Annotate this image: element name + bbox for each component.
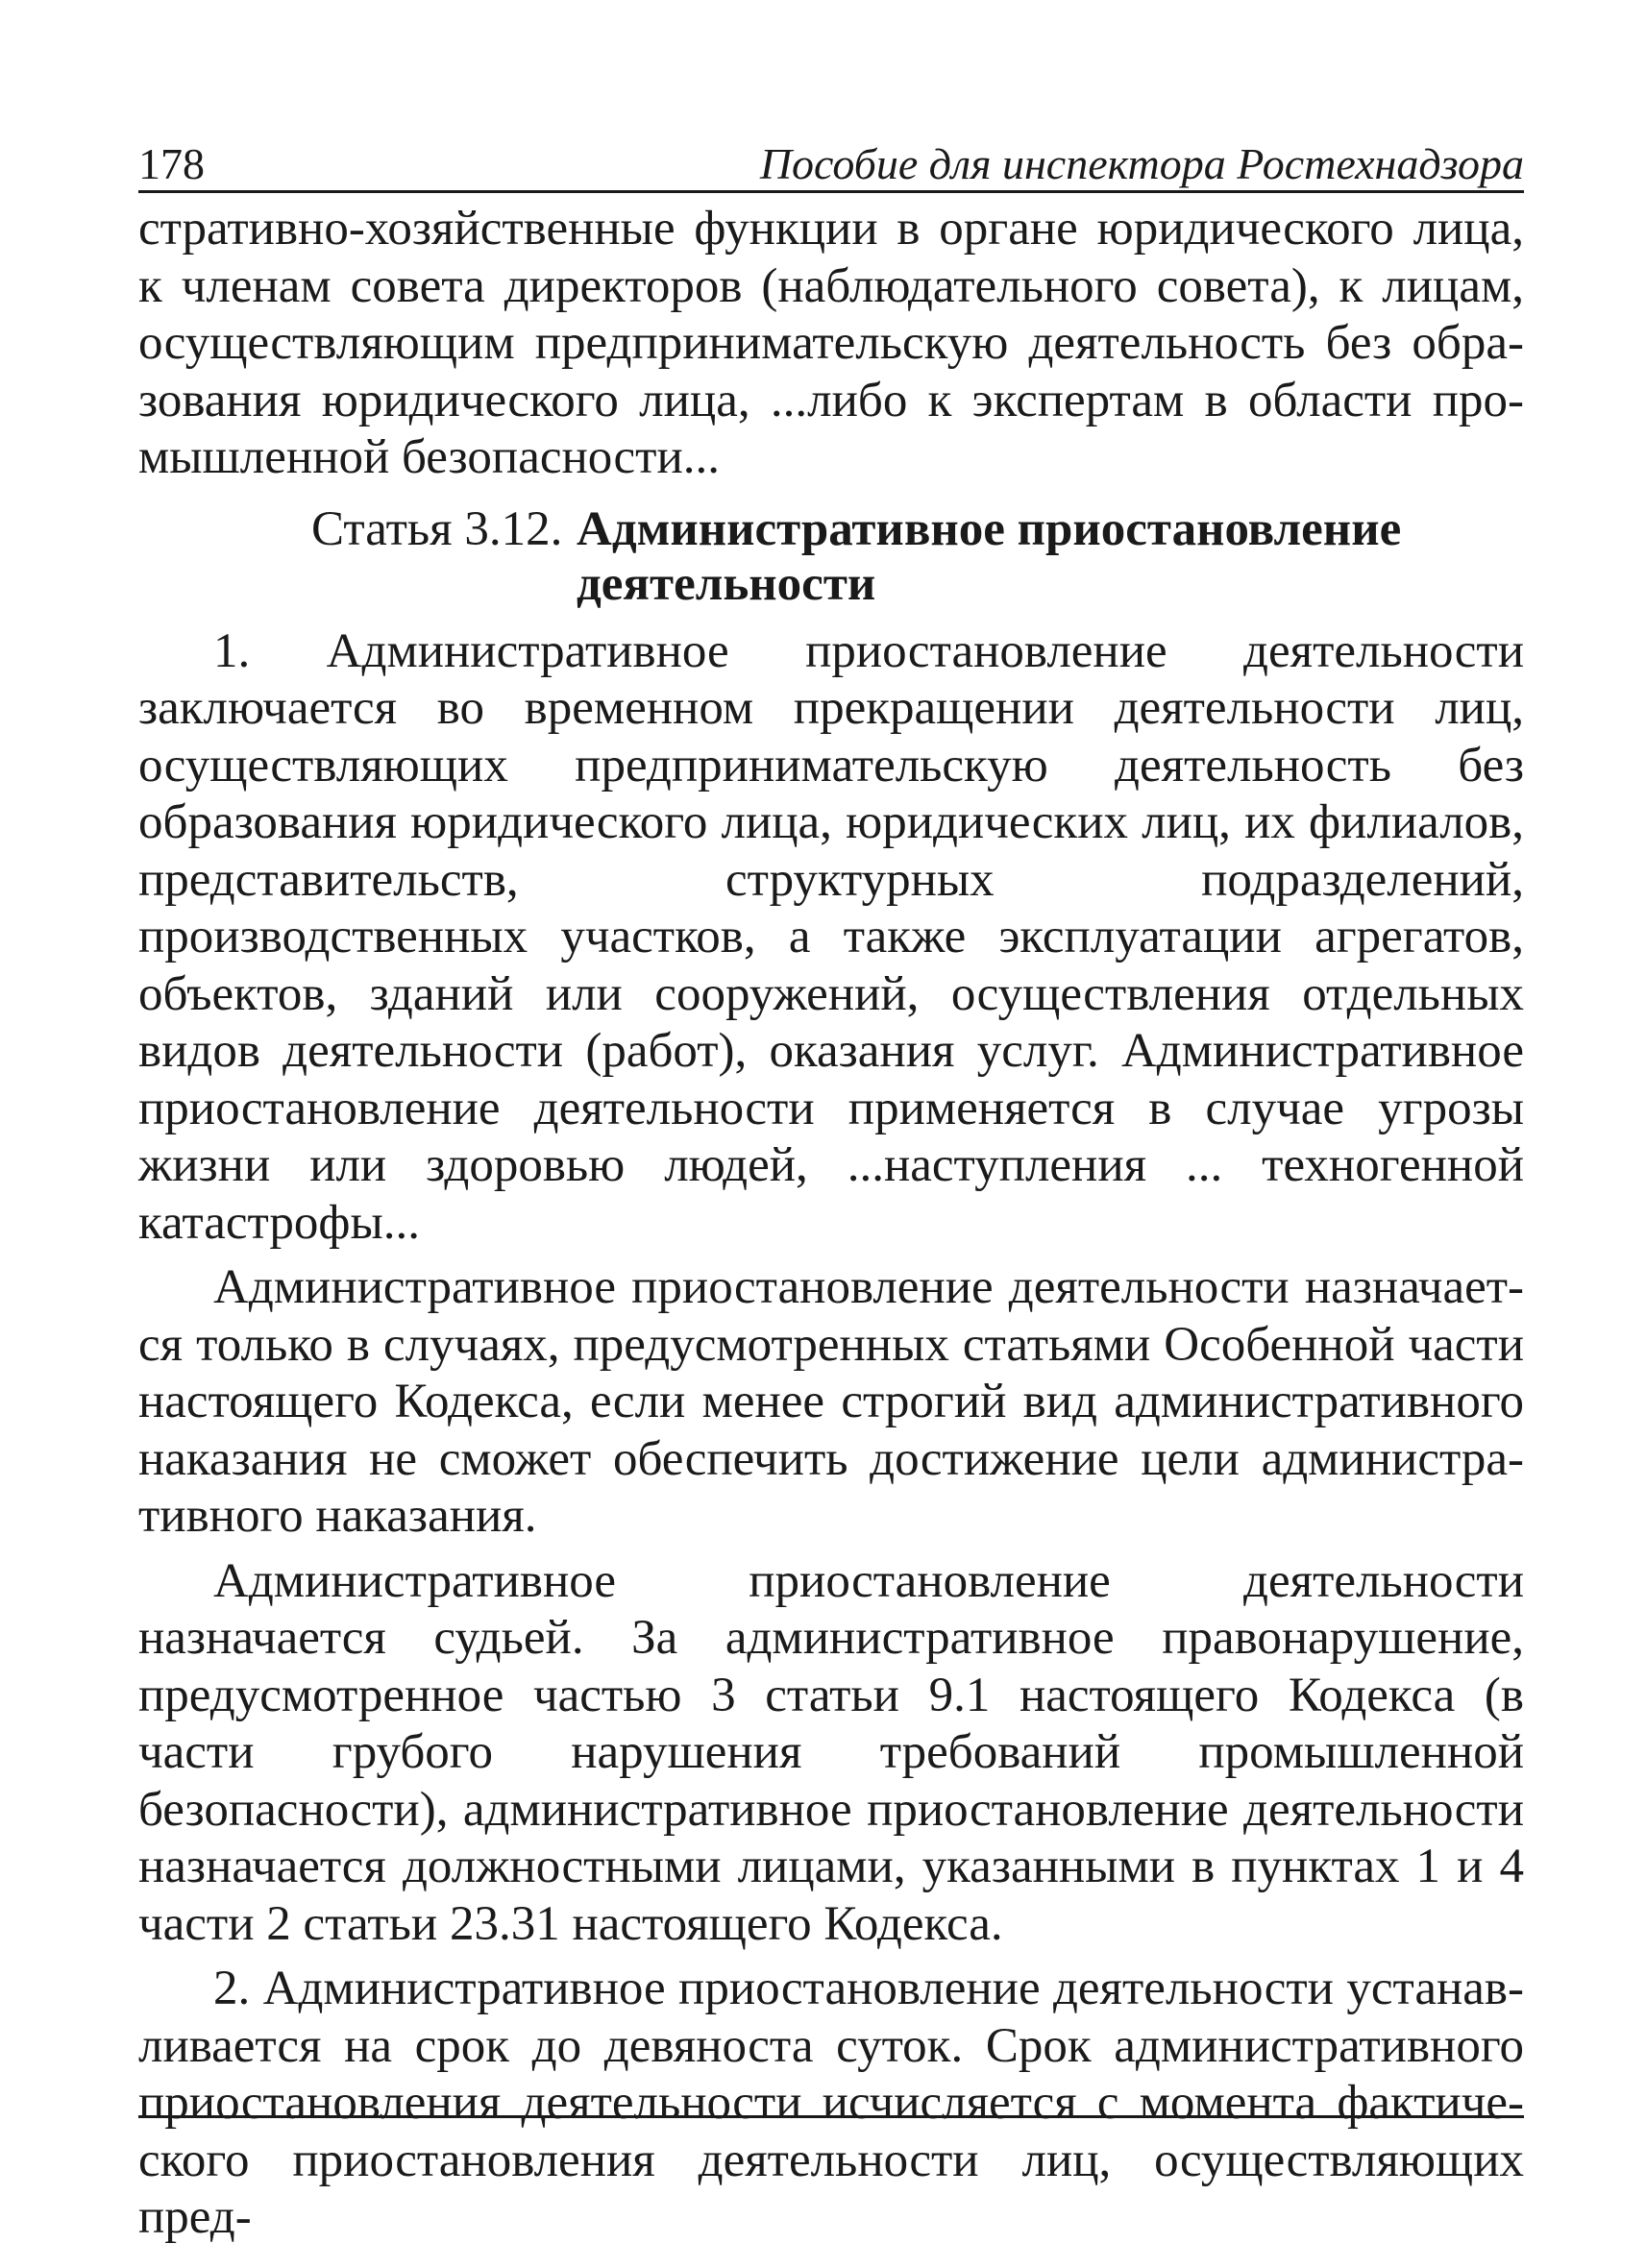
page xyxy=(138,134,1524,2247)
paragraph-4: 2. Административное приостановление деятельности устанавливается на срок до девяноста суток. Срок административного приостановления деятельности исчисляется с момента фактического приостановления деятельности лиц, осуществляющих пред- xyxy=(138,1962,1524,2244)
paragraph-3: Административное приостановление деятельности назначается судьей. За административное правонарушение, предусмотренное частью 3 статьи 9.1 настоящего Кодекса (в части грубого нарушения требований промышленной безопасности), административное приостановление деятельности назначается должностными лицами, указанными в пунктах 1 и 4 части 2 статьи 23.31 настоящего Кодекса. xyxy=(138,1553,1524,1951)
running-header xyxy=(138,134,1524,193)
paragraph-2: Административное приостановление деятельности назначается только в случаях, предусмотренных статьями Особенной части настоящего Кодекса, если менее строгий вид административного наказания не сможет обеспечить достижение цели административного наказания. xyxy=(138,1260,1524,1543)
article-label: Статья 3.12. xyxy=(311,501,563,556)
page-number: 178 xyxy=(138,139,205,188)
article-title-line2: деятельности xyxy=(577,556,876,611)
body-text xyxy=(138,201,1524,2247)
article-title-line1: Административное приостановление xyxy=(577,501,1402,556)
footer-rule xyxy=(138,2115,1524,2118)
continuation-paragraph: стративно-хозяйственные функции в органе юридического лица, к членам совета директоров (наблюдательного совета), к лицам, осуществляющим предпринимательскую деятельность без образования юридического лица, ...либо к экспертам в области промышленной безопасности... xyxy=(138,202,1524,484)
article-heading xyxy=(138,502,1524,612)
paragraph-1: 1. Административное приостановление деятельности заключается во временном прекращении деятельности лиц, осуществляющих предпринимательскую деятельность без образования юридического лица, юридических лиц, их филиалов, представительств, структурных подразделений, производственных участков, а также эксплуатации агрегатов, объектов, зданий или сооружений, осуществления отдельных видов деятельности (работ), оказания услуг. Административное приостановление деятельности применяется в случае угрозы жизни или здоровью людей, ...наступления ... техногенной катастрофы... xyxy=(138,623,1524,1250)
article-title xyxy=(577,502,1441,612)
running-title: Пособие для инспектора Ростехнадзора xyxy=(759,139,1524,188)
